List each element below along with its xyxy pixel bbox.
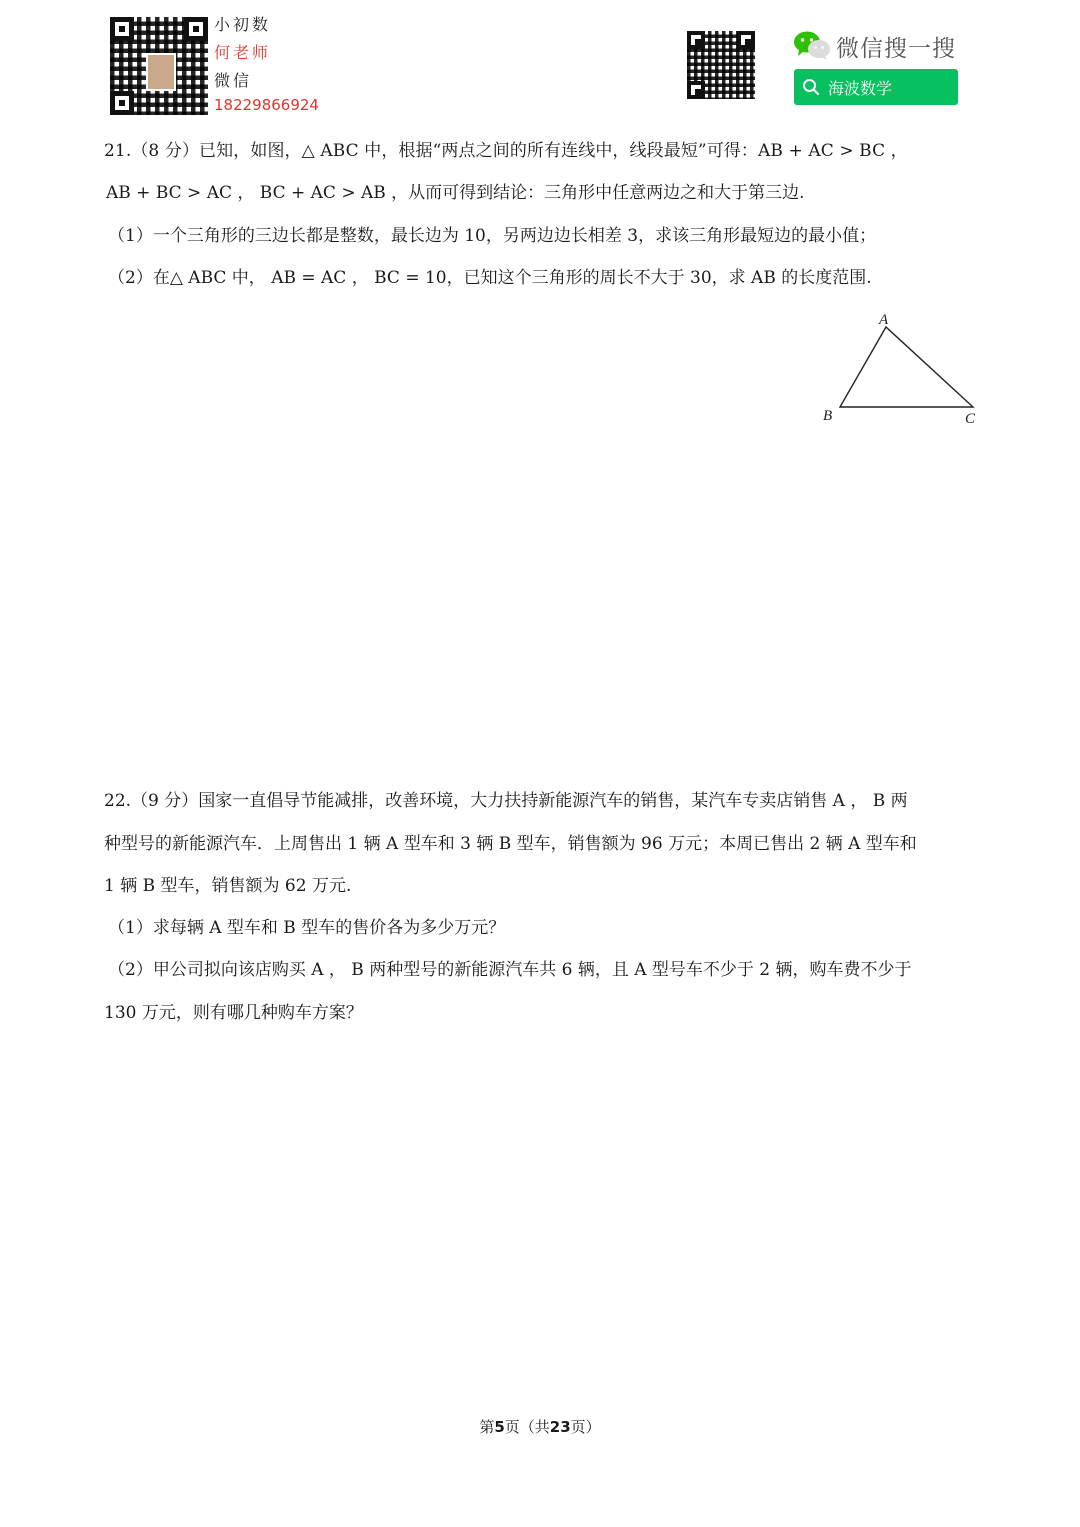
footer-middle: 页（共 <box>504 1418 550 1436</box>
q21-part-2: （2）在△ ABC 中， AB = AC ， BC = 10，已知这个三角形的周长不大于 30，求 AB 的长度范围. <box>108 268 872 288</box>
q22-part-2-line-2: 130 万元，则有哪几种购车方案？ <box>104 1003 363 1023</box>
q21-line-1 <box>104 139 978 163</box>
footer-suffix: 页） <box>570 1418 601 1436</box>
footer-total-pages: 23 <box>549 1418 571 1436</box>
footer-prefix: 第 <box>479 1418 495 1436</box>
q22-line-1: 22.（9 分）国家一直倡导节能减排，改善环境，大力扶持新能源汽车的销售，某汽车专卖店销售 A ， B 两 <box>104 791 908 811</box>
qr-avatar-image <box>146 53 176 91</box>
search-icon <box>802 78 820 96</box>
q22-line-2: 种型号的新能源汽车．上周售出 1 辆 A 型车和 3 辆 B 型车，销售额为 96 万元；本周已售出 2 辆 A 型车和 <box>104 834 917 854</box>
wechat-search-button[interactable] <box>794 69 958 105</box>
qr-finder-pattern <box>184 17 208 41</box>
vertex-label-a: A <box>879 312 889 328</box>
qr-finder-pattern <box>110 91 134 115</box>
qr-side-label-3: 微信 <box>214 71 253 90</box>
wechat-search-title: 微信搜一搜 <box>836 36 956 62</box>
footer-page-number: 5 <box>494 1418 505 1436</box>
q22-line-3: 1 辆 B 型车，销售额为 62 万元. <box>104 876 352 896</box>
qr-code-teacher <box>110 17 208 115</box>
vertex-label-c: C <box>965 411 976 427</box>
wechat-logo-icon <box>793 30 831 60</box>
q22-part-2-line-1: （2）甲公司拟向该店购买 A ， B 两种型号的新能源汽车共 6 辆，且 A 型号车不少于 2 辆，购车费不少于 <box>108 960 912 980</box>
qr-side-label-1: 小初数 <box>214 15 272 34</box>
q21-line-2: AB + BC > AC ， BC + AC > AB ，从而可得到结论：三角形中任意两边之和大于第三边. <box>106 183 805 203</box>
qr-code-wechat <box>687 31 755 99</box>
triangle-abc-figure <box>815 308 985 433</box>
wechat-search-label: 海波数学 <box>828 78 893 98</box>
qr-finder-pattern <box>687 31 705 49</box>
qr-side-label-2: 何老师 <box>214 43 272 62</box>
q21-part-1: （1）一个三角形的三边长都是整数，最长边为 10，另两边边长相差 3，求该三角形最短边的最小值； <box>108 226 877 246</box>
qr-finder-pattern <box>687 81 705 99</box>
qr-finder-pattern <box>110 17 134 41</box>
triangle-shape <box>840 327 973 407</box>
qr-finder-pattern <box>737 31 755 49</box>
page-footer <box>0 1416 1080 1437</box>
qr-side-phone: 18229866924 <box>214 96 319 114</box>
vertex-label-b: B <box>823 408 833 424</box>
q21-line-1-text: 21.（8 分）已知，如图，△ ABC 中，根据“两点之间的所有连线中，线段最短”可得：AB + AC > BC ， <box>104 141 908 161</box>
q22-part-1: （1）求每辆 A 型车和 B 型车的售价各为多少万元？ <box>108 918 506 938</box>
